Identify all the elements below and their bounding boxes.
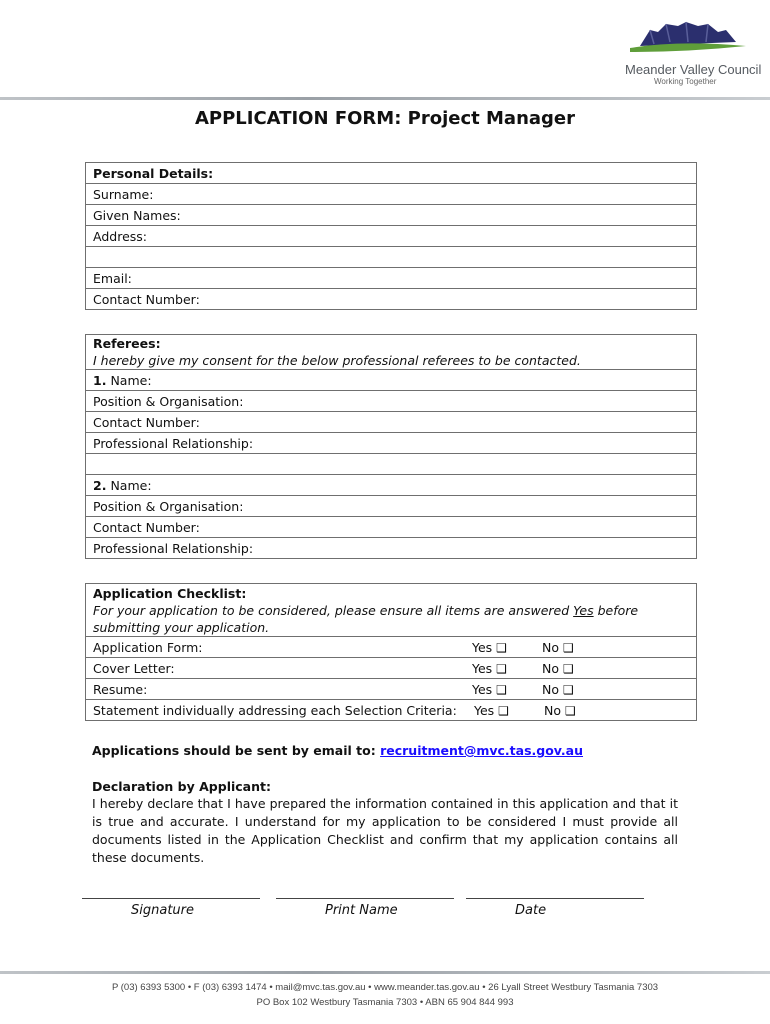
yes-label: Yes [472, 681, 493, 697]
signature-label: Signature [131, 903, 195, 918]
yes-option[interactable] [472, 661, 507, 676]
footer-divider [0, 971, 770, 974]
checklist-row [86, 700, 697, 721]
no-option[interactable] [542, 661, 574, 676]
no-option[interactable] [542, 682, 574, 697]
referee2-number: 2. [93, 477, 107, 493]
checklist-item-label: Application Form: [93, 639, 203, 655]
date-line[interactable] [466, 898, 644, 899]
no-option[interactable] [542, 640, 574, 655]
declaration-text: I hereby declare that I have prepared the information contained in this application and that it is true and accurate. I understand for my application to be considered I must provide all documents listed in the Application Checklist and confirm that my application contains all these documents. [92, 796, 678, 865]
header-divider [0, 97, 770, 100]
no-label: No [542, 681, 559, 697]
checkbox-icon[interactable]: ❑ [498, 703, 509, 718]
referee1-relationship-field[interactable]: Professional Relationship: [86, 433, 697, 454]
checkbox-icon[interactable]: ❑ [496, 682, 507, 697]
checklist-item-label: Resume: [93, 681, 148, 697]
personal-details-heading: Personal Details: [86, 163, 697, 184]
print-name-line[interactable] [276, 898, 454, 899]
checklist-table [85, 583, 697, 721]
council-tagline: Working Together [654, 77, 717, 86]
yes-option[interactable] [472, 682, 507, 697]
referee2-name-label: Name: [110, 477, 152, 493]
print-name-label: Print Name [325, 903, 398, 918]
surname-field[interactable]: Surname: [86, 184, 697, 205]
checkbox-icon[interactable]: ❑ [564, 703, 576, 718]
referee1-number: 1. [93, 372, 107, 388]
referee1-name-field[interactable] [86, 370, 697, 391]
checkbox-icon[interactable]: ❑ [562, 661, 574, 676]
checklist-header-cell [86, 584, 697, 637]
checklist-row [86, 658, 697, 679]
referee1-name-label: Name: [110, 372, 152, 388]
no-option[interactable] [544, 703, 576, 718]
checkbox-icon[interactable]: ❑ [562, 682, 574, 697]
send-instructions [92, 743, 583, 758]
declaration-heading: Declaration by Applicant: [92, 779, 271, 794]
yes-label: Yes [472, 660, 493, 676]
no-label: No [544, 702, 561, 718]
checklist-row [86, 679, 697, 700]
address-field[interactable]: Address: [86, 226, 697, 247]
checklist-item-label: Statement individually addressing each Selection Criteria: [93, 702, 457, 718]
date-label: Date [515, 903, 547, 918]
council-logo-mark [628, 18, 748, 58]
referee-spacer-row [86, 454, 697, 475]
no-label: No [542, 639, 559, 655]
referee2-relationship-field[interactable]: Professional Relationship: [86, 538, 697, 559]
checklist-note-yes: Yes [573, 602, 594, 618]
contact-number-field[interactable]: Contact Number: [86, 289, 697, 310]
referees-header-cell [86, 335, 697, 370]
yes-option[interactable] [472, 640, 507, 655]
no-label: No [542, 660, 559, 676]
council-name: Meander Valley Council [625, 62, 762, 77]
yes-label: Yes [474, 702, 495, 718]
recruitment-email-link[interactable]: recruitment@mvc.tas.gov.au [380, 743, 584, 758]
footer-address-line: PO Box 102 Westbury Tasmania 7303 • ABN 65 904 844 993 [256, 997, 514, 1008]
page-title: APPLICATION FORM: Project Manager [194, 108, 575, 129]
footer-contact-line: P (03) 6393 5300 • F (03) 6393 1474 • mail@mvc.tas.gov.au • www.meander.tas.gov.au • 26 Lyall Street Westbury Tasmania 7303 [111, 982, 659, 993]
send-label: Applications should be sent by email to: [92, 743, 381, 758]
signature-line[interactable] [82, 898, 260, 899]
email-field[interactable]: Email: [86, 268, 697, 289]
referee1-position-field[interactable]: Position & Organisation: [86, 391, 697, 412]
checkbox-icon[interactable]: ❑ [496, 640, 507, 655]
yes-option[interactable] [474, 703, 509, 718]
checklist-row [86, 637, 697, 658]
address-field-line2[interactable] [86, 247, 697, 268]
checklist-note-text: For your application to be considered, please ensure all items are answered [93, 602, 574, 618]
referee2-contact-field[interactable]: Contact Number: [86, 517, 697, 538]
referee2-position-field[interactable]: Position & Organisation: [86, 496, 697, 517]
checklist-note [93, 602, 689, 636]
referees-table [85, 334, 697, 559]
referees-consent: I hereby give my consent for the below professional referees to be contacted. [93, 353, 581, 368]
yes-label: Yes [472, 639, 493, 655]
checklist-item-label: Cover Letter: [93, 660, 175, 676]
council-logo [620, 18, 762, 88]
checklist-note-text-end: before submitting your application. [93, 602, 639, 635]
referees-heading: Referees: [93, 336, 161, 351]
given-names-field[interactable]: Given Names: [86, 205, 697, 226]
referee1-contact-field[interactable]: Contact Number: [86, 412, 697, 433]
checklist-heading: Application Checklist: [93, 585, 247, 601]
checkbox-icon[interactable]: ❑ [562, 640, 574, 655]
personal-details-table [85, 162, 697, 310]
checkbox-icon[interactable]: ❑ [496, 661, 507, 676]
referee2-name-field[interactable] [86, 475, 697, 496]
